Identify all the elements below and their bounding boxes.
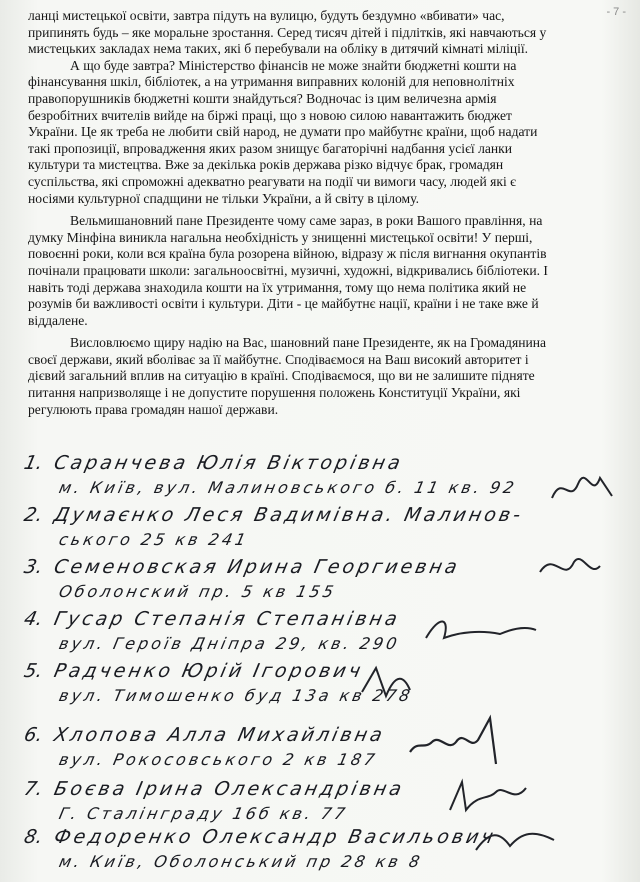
text-line: носіями культурної спадщини не тільки України, а й світу в цілому. (28, 190, 419, 206)
signatory-address: Оболонский пр. 5 кв 155 (57, 582, 339, 601)
signature-scribble-icon (534, 548, 604, 588)
text-line: своєї держави, який вболіває за її майбутнє. Сподіваємося на Ваш високий авторитет і (28, 351, 529, 367)
text-line: навіть тоді держава знаходила кошти на їх утримання, тому що нема політика який не (28, 279, 527, 295)
signatory-address: Г. Сталінграду 16б кв. 77 (57, 804, 350, 823)
entry-number: 2. (22, 504, 45, 526)
text-line: суспільства, які спроможні адекватно реагувати на події чи вимоги часу, людей які є (28, 173, 516, 189)
signature-scribble-icon (470, 820, 560, 860)
text-line: А що буде завтра? Міністерство фінансів не може знайти бюджетні кошти на (70, 57, 517, 73)
paragraph-4 (28, 335, 632, 418)
text-line: Вельмишановний пане Президенте чому саме зараз, в роки Вашого правління, на (70, 213, 543, 229)
signature-entry (17, 660, 637, 705)
text-line: культури та мистецтва. Вже за декілька років держава різко відчує брак, громадян (28, 157, 504, 173)
signatory-address: ського 25 кв 241 (57, 530, 251, 549)
text-line: думку Мінфіна виникла нагальна необхідність у знищенні мистецької освіти! У перші, (28, 229, 533, 245)
text-line: почінали працювати школи: загальноосвітні, музичні, художні, відкривались бібліотеки. І (28, 262, 548, 278)
text-line: фінансування шкіл, бібліотек, а на утримання виправних колоній для неповнолітніх (28, 74, 515, 90)
entry-number: 1. (22, 452, 45, 474)
signature-entry (17, 778, 637, 823)
paragraph-2 (28, 58, 632, 207)
text-line: безробітних вчителів вийде на біржі праці, що з новою силою навантажить бюджет (28, 107, 512, 123)
signatory-name: Боєва Ірина Олександрівна (52, 778, 407, 800)
text-line: правопорушників бюджетні кошти знайдуться? Водночас із цим величезна армія (28, 90, 497, 106)
text-line: України. Це як треба не любити свій народ, не думати про майбутнє країни, щоб надати (28, 124, 538, 140)
signatory-name: Семеновская Ирина Георгиевна (52, 556, 463, 578)
signatory-address: вул. Тимошенко буд 13а кв 278 (57, 686, 415, 705)
signatory-address: м. Київ, Оболонський пр 28 кв 8 (57, 852, 425, 871)
text-line: Висловлюємо щиру надію на Вас, шановний пане Президенте, як на Громадянина (70, 335, 547, 351)
signature-list (0, 440, 640, 882)
signature-entry (17, 608, 637, 653)
signature-scribble-icon (356, 662, 416, 702)
signatory-name: Хлопова Алла Михайлівна (52, 724, 388, 746)
text-line: мистецьких закладах нема таких, які б перебували на обліку в дитячий кімнаті міліції. (28, 41, 529, 57)
signature-scribble-icon (444, 774, 534, 818)
text-line: віддалене. (28, 312, 88, 328)
signature-entry (17, 504, 637, 549)
entry-number: 8. (22, 826, 45, 848)
signatory-address: вул. Рокосовського 2 кв 187 (57, 750, 380, 769)
letter-body (28, 8, 632, 418)
text-line: регулюють права громадян нашої держави. (28, 401, 279, 417)
signature-scribble-icon (420, 608, 540, 652)
entry-number: 5. (22, 660, 45, 682)
signatory-name: Федоренко Олександр Васильович (52, 826, 499, 848)
text-line: ланці мистецької освіти, завтра підуть на вулицю, будуть бездумно «вбивати» час, (28, 8, 505, 23)
signatory-name: Радченко Юрій Ігорович (52, 660, 366, 682)
signatory-name: Саранчева Юлія Вікторівна (52, 452, 406, 474)
signatory-address: м. Київ, вул. Малиновського б. 11 кв. 92 (57, 478, 519, 497)
text-line: питання напризволяще і не допустите порушення положень Конституції України, які (28, 385, 521, 401)
signature-entry (17, 452, 637, 497)
entry-number: 3. (22, 556, 45, 578)
signature-entry (17, 724, 637, 769)
paragraph-3 (28, 213, 632, 329)
entry-number: 6. (22, 724, 45, 746)
signatory-address: вул. Героїв Дніпра 29, кв. 290 (57, 634, 402, 653)
entry-number: 7. (22, 778, 45, 800)
text-line: повоєнні роки, коли вся країна була розорена війною, відразу ж після вигнання окупантів (28, 246, 547, 262)
signature-scribble-icon (404, 710, 514, 770)
signatory-name: Гусар Степанія Степанівна (52, 608, 403, 630)
signatory-name: Думаєнко Леся Вадимівна. Малинов- (52, 504, 526, 526)
text-line: розумів би важливості освіти і культури. Діти - це майбутнє нації, країни і не таке вже й (28, 296, 539, 312)
page-number: - 7 - (606, 6, 626, 18)
paragraph-1 (28, 8, 632, 58)
text-line: припинять будь – яке моральне зростання. Серед тисяч дітей і підлітків, які навчаються у (28, 24, 547, 40)
entry-number: 4. (22, 608, 45, 630)
text-line: такі пропозиції, впровадження яких разом знищує багаторічні надбання усієї ланки (28, 140, 513, 156)
text-line: дієвий загальний вплив на ситуацію в країні. Сподіваємося, що ви не залишите підняте (28, 368, 535, 384)
